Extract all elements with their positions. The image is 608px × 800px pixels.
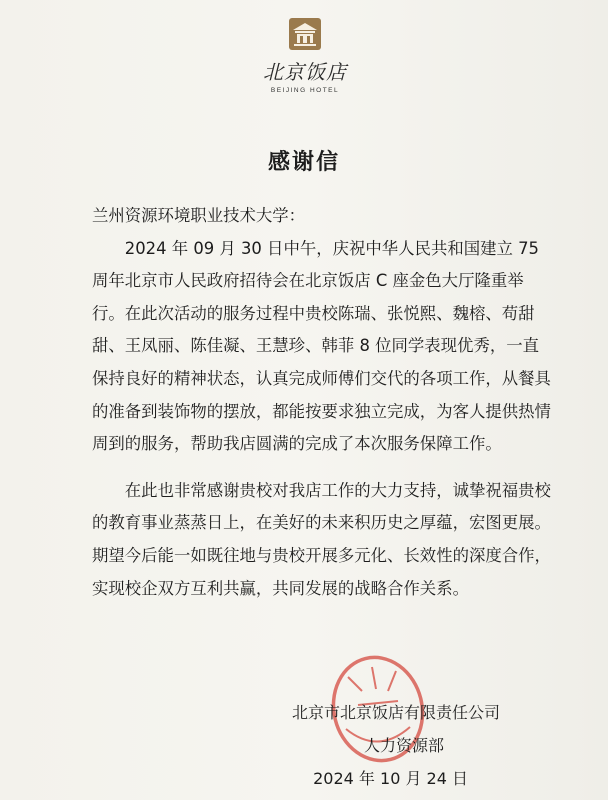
signature-department: 人力资源部: [363, 736, 444, 755]
hotel-name-cn: 北京饭店: [263, 60, 347, 84]
signature-date: 2024 年 10 月 24 日: [313, 769, 468, 788]
letter-title: 感谢信: [267, 150, 340, 175]
paragraph-1: 2024 年 09 月 30 日中午，庆祝中华人民共和国建立 75 周年北京市人民政府招待会在北京饭店 C 座金色大厅隆重举行。在此次活动的服务过程中贵校陈瑞、张悦熙、魏榕、苟甜甜、王凤丽、陈佳凝、王慧珍、韩菲 8 位同学表现优秀，一直保持良好的精神状态，认真完成师傅们交代的各项工作，从餐具的准备到装饰物的摆放，都能按要求独立完成，为客人提供热情周到的服务，帮助我店圆满的完成了本次服务保障工作。: [92, 238, 551, 454]
letter-body: [92, 200, 554, 605]
hotel-logo: [262, 18, 348, 100]
hotel-name-en: BEIJING HOTEL: [270, 87, 340, 94]
hotel-emblem-icon: [289, 18, 321, 50]
paragraph-2: 在此也非常感谢贵校对我店工作的大力支持，诚挚祝福贵校的教育事业蒸蒸日上，在美好的未来积历史之厚蕴，宏图更展。期望今后能一如既往地与贵校开展多元化、长效性的深度合作，实现校企双方互利共赢，共同发展的战略合作关系。: [92, 480, 551, 598]
salutation: 兰州资源环境职业技术大学：: [92, 206, 306, 225]
signature-company: 北京市北京饭店有限责任公司: [291, 703, 500, 722]
